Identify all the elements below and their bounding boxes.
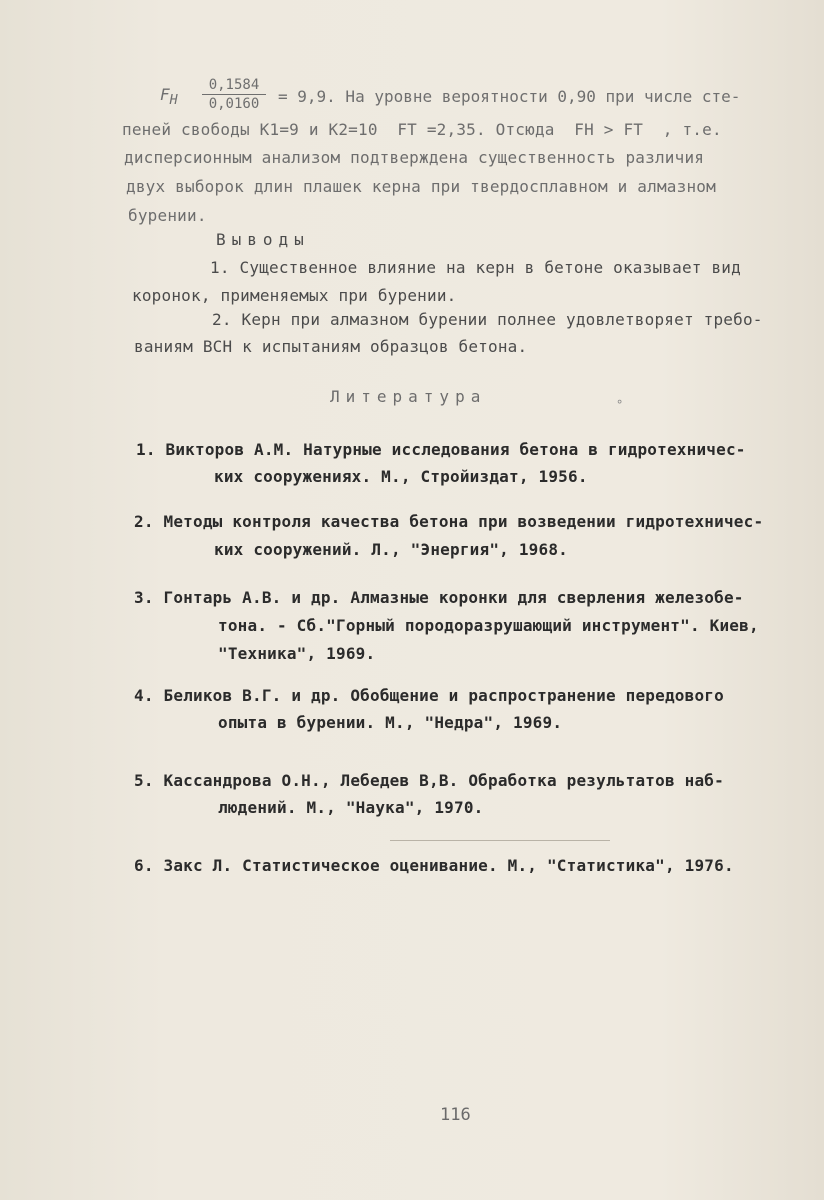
paragraph-line: дисперсионным анализом подтверждена существенность различия xyxy=(124,148,705,167)
page-number: 116 xyxy=(440,1105,471,1125)
conclusion-line: коронок, применяемых при бурении. xyxy=(132,286,457,305)
reference-line: 5. Кассандрова О.Н., Лебедев В,В. Обработка результатов наб- xyxy=(134,771,724,790)
reference-line: людений. М., "Наука", 1970. xyxy=(218,798,484,817)
reference-line: "Техника", 1969. xyxy=(218,644,376,663)
formula-denominator: 0,0160 xyxy=(208,96,260,112)
conclusion-line: 1. Существенное влияние на керн в бетоне оказывает вид xyxy=(210,258,741,277)
faint-rule xyxy=(390,840,610,841)
reference-line: 2. Методы контроля качества бетона при возведении гидротехничес- xyxy=(134,512,764,531)
ink-speck: ° xyxy=(616,398,624,412)
fraction-bar xyxy=(202,94,266,95)
formula-numerator: 0,1584 xyxy=(208,77,260,93)
reference-line: 3. Гонтарь А.В. и др. Алмазные коронки для сверления железобе- xyxy=(134,588,744,607)
paragraph-line: двух выборок длин плашек керна при твердосплавном и алмазном xyxy=(126,177,716,196)
formula-tail: = 9,9. На уровне вероятности 0,90 при числе сте- xyxy=(278,87,741,106)
formula-line xyxy=(160,77,800,112)
reference-line: 6. Закс Л. Статистическое оценивание. М., "Статистика", 1976. xyxy=(134,856,734,875)
formula-fraction xyxy=(202,78,266,111)
reference-line: тона. - Сб."Горный породоразрушающий инструмент". Киев, xyxy=(218,616,759,635)
conclusion-line: 2. Керн при алмазном бурении полнее удовлетворяет требо- xyxy=(212,310,763,329)
literature-heading: Литература xyxy=(330,387,487,406)
reference-line: ких сооружений. Л., "Энергия", 1968. xyxy=(214,540,568,559)
paragraph-line: пеней свободы K1=9 и K2=10 FT =2,35. Отсюда FH > FT , т.е. xyxy=(122,120,722,139)
reference-line: ких сооружениях. М., Стройиздат, 1956. xyxy=(214,467,588,486)
formula-fh: $F_H$ xyxy=(160,85,178,109)
reference-line: 1. Викторов А.М. Натурные исследования бетона в гидротехничес- xyxy=(136,440,746,459)
conclusions-heading: Выводы xyxy=(216,230,310,249)
reference-line: 4. Беликов В.Г. и др. Обобщение и распространение передового xyxy=(134,686,724,705)
reference-line: опыта в бурении. М., "Недра", 1969. xyxy=(218,713,563,732)
conclusion-line: ваниям ВСН к испытаниям образцов бетона. xyxy=(134,337,528,356)
paragraph-line: бурении. xyxy=(128,206,207,225)
